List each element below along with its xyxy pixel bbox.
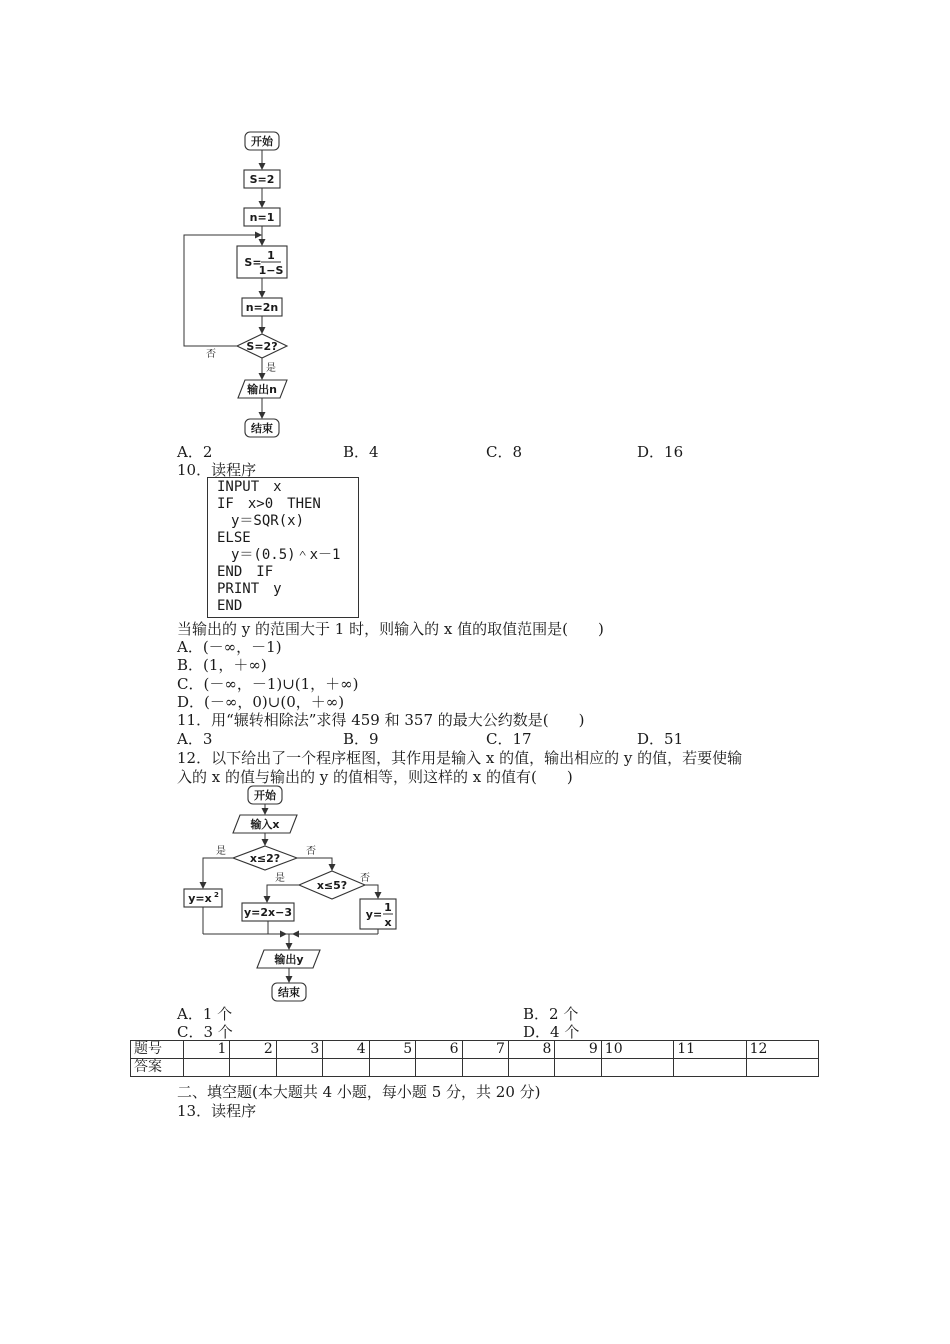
question-number-cell: 9 [555, 1041, 601, 1059]
question-number-cell: 4 [323, 1041, 369, 1059]
q12-option-d: D．4 个 [523, 1023, 580, 1041]
branch3-lhs: y= [365, 908, 383, 921]
answer-cell[interactable] [276, 1059, 322, 1077]
code-line: y＝SQR(x) [217, 513, 305, 529]
question-number-cell: 1 [184, 1041, 230, 1059]
answer-cell[interactable] [323, 1059, 369, 1077]
code-line: y＝(0.5)＾x－1 [217, 547, 341, 563]
q11-option-b: B．9 [343, 730, 379, 748]
yes1-label: 是 [216, 846, 226, 857]
table-header-cell: 题号 [131, 1041, 184, 1059]
no1-label: 否 [306, 846, 316, 857]
table-row [131, 1059, 819, 1077]
answer-cell[interactable] [674, 1059, 746, 1077]
end-label: 结束 [251, 422, 273, 435]
output-label: 输出y [274, 953, 304, 966]
branch3-num: 1 [384, 901, 392, 914]
q9-option-d: D．16 [637, 443, 684, 461]
question-number-cell: 11 [674, 1041, 746, 1059]
s-assign-lhs: S= [244, 256, 262, 269]
answer-cell[interactable] [462, 1059, 508, 1077]
no-label: 否 [206, 349, 216, 360]
question-number-cell: 2 [230, 1041, 276, 1059]
branch2-label: y=2x−3 [243, 906, 293, 919]
end-label: 结束 [278, 986, 300, 999]
branch1-exponent: 2 [214, 891, 219, 899]
answer-cell[interactable] [746, 1059, 818, 1077]
table-header-cell: 答案 [131, 1059, 184, 1077]
condition-label: S=2? [246, 340, 278, 353]
code-box [207, 477, 359, 618]
answer-cell[interactable] [555, 1059, 601, 1077]
q10-title: 10．读程序 [177, 461, 257, 479]
cond1-label: x≤2? [249, 852, 281, 865]
question-number-cell: 8 [508, 1041, 554, 1059]
answer-cell[interactable] [369, 1059, 415, 1077]
q11-option-a: A．3 [177, 730, 213, 748]
no2-label: 否 [360, 873, 370, 884]
q11-option-c: C．17 [486, 730, 532, 748]
q10-option-a: A．(－∞，－1) [177, 638, 282, 656]
input-label: 输入x [250, 818, 280, 831]
answer-cell[interactable] [508, 1059, 554, 1077]
q10-option-b: B．(1，＋∞) [177, 656, 267, 674]
answer-cell[interactable] [184, 1059, 230, 1077]
question-number-cell: 6 [416, 1041, 462, 1059]
answer-cell[interactable] [601, 1059, 673, 1077]
output-label: 输出n [247, 383, 277, 396]
n-init-label: n=1 [249, 211, 275, 224]
q9-option-b: B．4 [343, 443, 379, 461]
q10-option-d: D．(－∞，0)∪(0，＋∞) [177, 693, 345, 711]
q9-option-a: A．2 [177, 443, 213, 461]
q10-stem: 当输出的 y 的范围大于 1 时，则输入的 x 值的取值范围是( ) [177, 620, 604, 638]
question-number-cell: 5 [369, 1041, 415, 1059]
q12-stem-line2: 入的 x 的值与输出的 y 的值相等，则这样的 x 的值有( ) [177, 768, 573, 786]
code-line: END IF [217, 564, 274, 580]
section-heading: 二、填空题(本大题共 4 小题，每小题 5 分，共 20 分) [177, 1083, 541, 1101]
n-update-label: n=2n [245, 301, 279, 314]
q9-option-c: C．8 [486, 443, 523, 461]
table-row [131, 1041, 819, 1059]
s-init-label: S=2 [249, 173, 275, 186]
yes-label: 是 [266, 363, 276, 374]
q12-option-b: B．2 个 [523, 1005, 579, 1023]
flowchart-1 [170, 125, 310, 445]
question-number-cell: 3 [276, 1041, 322, 1059]
code-line: INPUT x [217, 479, 282, 495]
cond2-label: x≤5? [316, 879, 348, 892]
s-assign-num: 1 [267, 249, 275, 262]
answer-cell[interactable] [416, 1059, 462, 1077]
code-line: IF x>0 THEN [217, 496, 321, 512]
answer-table [130, 1040, 819, 1077]
branch3-den: x [384, 916, 392, 929]
answer-cell[interactable] [230, 1059, 276, 1077]
branch1-label: y=x [188, 892, 212, 905]
yes2-label: 是 [275, 873, 285, 884]
start-label: 开始 [254, 789, 276, 802]
code-line: END [217, 598, 243, 614]
question-number-cell: 12 [746, 1041, 818, 1059]
q13-title: 13．读程序 [177, 1102, 257, 1120]
q12-option-c: C．3 个 [177, 1023, 233, 1041]
q12-option-a: A．1 个 [177, 1005, 233, 1023]
q11-option-d: D．51 [637, 730, 684, 748]
question-number-cell: 7 [462, 1041, 508, 1059]
flowchart-2 [170, 782, 410, 1004]
q12-stem-line1: 12．以下给出了一个程序框图，其作用是输入 x 的值，输出相应的 y 的值，若要使输 [177, 749, 743, 767]
start-label: 开始 [251, 135, 273, 148]
q10-option-c: C．(－∞，－1)∪(1，＋∞) [177, 675, 359, 693]
code-line: PRINT y [217, 581, 282, 597]
q11-stem: 11．用“辗转相除法”求得 459 和 357 的最大公约数是( ) [177, 711, 585, 729]
question-number-cell: 10 [601, 1041, 673, 1059]
code-line: ELSE [217, 530, 251, 546]
s-assign-den: 1−S [258, 264, 284, 277]
